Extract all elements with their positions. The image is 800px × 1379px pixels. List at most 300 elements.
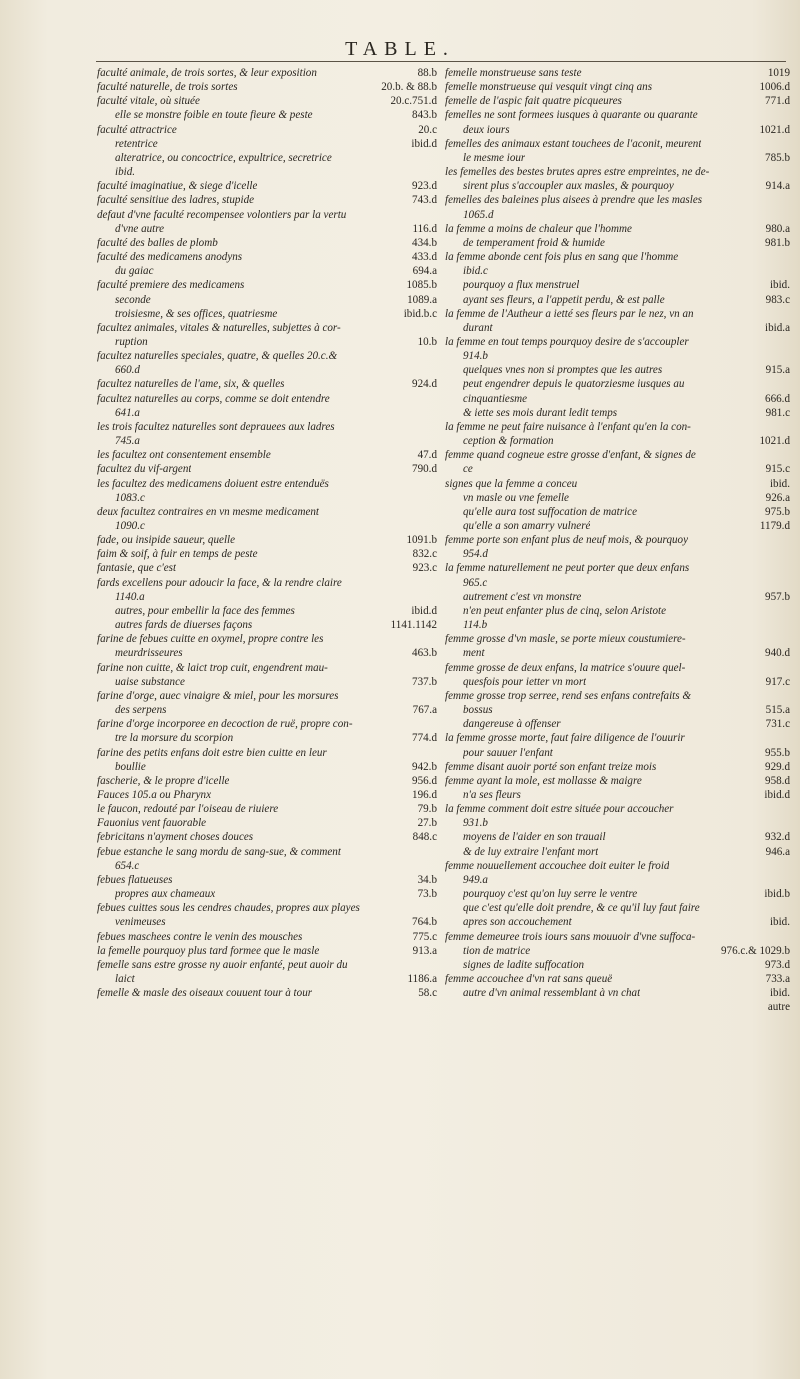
index-entry bbox=[445, 505, 790, 519]
index-entry bbox=[445, 477, 790, 491]
entry-text: 641.a bbox=[115, 406, 140, 419]
index-entry bbox=[445, 392, 790, 406]
entry-text: farine des petits enfans doit estre bien cuitte en leur bbox=[97, 746, 327, 759]
entry-reference: ibid.d bbox=[411, 604, 437, 617]
entry-text: qu'elle aura tost suffocation de matrice bbox=[463, 505, 637, 518]
entry-text: fantasie, que c'est bbox=[97, 562, 177, 575]
entry-reference: 1085.b bbox=[406, 279, 437, 292]
index-entry bbox=[97, 392, 437, 406]
entry-text: faculté sensitiue des ladres, stupide bbox=[97, 194, 255, 207]
entry-text: femme porte son enfant plus de neuf mois, & pourquoy bbox=[445, 534, 689, 547]
entry-text: deux iours bbox=[463, 123, 510, 136]
entry-reference: 20.c.751.d bbox=[390, 95, 437, 108]
entry-reference: 20.b. & 88.b bbox=[381, 81, 437, 94]
index-entry bbox=[445, 434, 790, 448]
index-entry bbox=[97, 377, 437, 391]
index-entry bbox=[97, 293, 437, 307]
entry-text: la femme naturellement ne peut porter que deux enfans bbox=[445, 562, 690, 575]
entry-reference: 774.d bbox=[412, 732, 437, 745]
entry-text: moyens de l'aider en son trauail bbox=[463, 831, 606, 844]
entry-text: 660.d bbox=[115, 364, 140, 377]
index-entry bbox=[97, 830, 437, 844]
entry-text: meurdrisseures bbox=[115, 647, 183, 660]
index-entry bbox=[97, 760, 437, 774]
entry-text: 931.b bbox=[463, 817, 488, 830]
index-entry bbox=[445, 887, 790, 901]
index-entry bbox=[445, 94, 790, 108]
index-entry bbox=[97, 335, 437, 349]
index-entry bbox=[97, 222, 437, 236]
entry-text: farine non cuitte, & laict trop cuit, engendrent mau- bbox=[97, 661, 328, 674]
entry-text: femme grosse d'vn masle, se porte mieux coustumiere- bbox=[445, 633, 686, 646]
index-entry bbox=[445, 137, 790, 151]
index-entry bbox=[445, 774, 790, 788]
entry-text: la femelle pourquoy plus tard formee que le masle bbox=[97, 944, 320, 957]
index-entry bbox=[445, 377, 790, 391]
index-entry bbox=[97, 193, 437, 207]
entry-reference: 764.b bbox=[412, 916, 437, 929]
entry-text: les facultez ont consentement ensemble bbox=[97, 449, 271, 462]
entry-reference: 915.a bbox=[765, 364, 790, 377]
entry-text: les facultez des medicamens doiuent estre entenduës bbox=[97, 477, 329, 490]
entry-text: n'a ses fleurs bbox=[463, 788, 521, 801]
index-entry bbox=[445, 335, 790, 349]
entry-text: du gaiac bbox=[115, 265, 154, 278]
index-entry bbox=[97, 590, 437, 604]
entry-text: 1065.d bbox=[463, 208, 494, 221]
entry-reference: 34.b bbox=[417, 873, 437, 886]
entry-text: femelles des baleines plus aisees à prendre que les masles bbox=[445, 194, 703, 207]
index-entry bbox=[445, 349, 790, 363]
entry-text: fade, ou insipide saueur, quelle bbox=[97, 534, 236, 547]
index-entry bbox=[97, 434, 437, 448]
page-header: TABLE. bbox=[345, 38, 455, 60]
entry-text: facultez du vif-argent bbox=[97, 463, 192, 476]
index-entry bbox=[445, 151, 790, 165]
entry-reference: ibid.b bbox=[764, 888, 790, 901]
left-column bbox=[97, 66, 437, 1000]
entry-text: femme grosse trop serree, rend ses enfans contrefaits & bbox=[445, 689, 691, 702]
entry-reference: 737.b bbox=[412, 675, 437, 688]
index-entry bbox=[445, 760, 790, 774]
index-entry bbox=[97, 505, 437, 519]
index-entry bbox=[445, 689, 790, 703]
entry-text: retentrice bbox=[115, 137, 158, 150]
index-entry bbox=[445, 972, 790, 986]
index-entry bbox=[97, 208, 437, 222]
index-entry bbox=[445, 703, 790, 717]
entry-reference: ibid.b.c bbox=[403, 307, 437, 320]
index-entry bbox=[97, 179, 437, 193]
entry-reference: ibid. bbox=[769, 987, 790, 1000]
entry-text: faculté imaginatiue, & siege d'icelle bbox=[97, 180, 258, 193]
entry-text: femme grosse de deux enfans, la matrice s'ouure quel- bbox=[445, 661, 686, 674]
entry-text: faim & soif, à fuir en temps de peste bbox=[97, 548, 258, 561]
entry-text: pourquoy a flux menstruel bbox=[463, 279, 580, 292]
entry-text: la femme de l'Autheur a ietté ses fleurs par le nez, vn an bbox=[445, 307, 694, 320]
entry-reference: 666.d bbox=[765, 392, 790, 405]
index-entry bbox=[97, 618, 437, 632]
entry-text: 965.c bbox=[463, 576, 488, 589]
entry-text: femelle monstrueuse qui vesquit vingt cinq ans bbox=[445, 81, 653, 94]
index-entry bbox=[97, 165, 437, 179]
entry-reference: ibid. bbox=[769, 279, 790, 292]
entry-reference: 975.b bbox=[765, 505, 790, 518]
index-entry bbox=[445, 901, 790, 915]
entry-text: ment bbox=[463, 647, 485, 660]
entry-text: d'vne autre bbox=[115, 222, 165, 235]
entry-reference: ibid.d bbox=[764, 788, 790, 801]
index-entry bbox=[445, 179, 790, 193]
entry-text: elle se monstre foible en toute fieure & peste bbox=[115, 109, 313, 122]
entry-text: farine d'orge, auec vinaigre & miel, pour les morsures bbox=[97, 689, 339, 702]
index-entry bbox=[97, 236, 437, 250]
index-entry bbox=[97, 66, 437, 80]
index-entry bbox=[445, 618, 790, 632]
entry-text: facultez naturelles speciales, quatre, & quelles 20.c.& bbox=[97, 350, 338, 363]
entry-text: alteratrice, ou concoctrice, expultrice, secretrice bbox=[115, 151, 332, 164]
entry-text: farine d'orge incorporee en decoction de ruë, propre con- bbox=[97, 718, 353, 731]
entry-text: pour sauuer l'enfant bbox=[463, 746, 553, 759]
entry-text: durant bbox=[463, 321, 493, 334]
entry-reference: 733.a bbox=[765, 973, 790, 985]
index-entry bbox=[97, 321, 437, 335]
index-entry bbox=[445, 816, 790, 830]
entry-text: quelques vnes non si promptes que les autres bbox=[463, 364, 663, 377]
entry-text: Fauonius vent fauorable bbox=[97, 817, 207, 830]
entry-reference: 1019 bbox=[767, 67, 790, 79]
entry-text: la femme en tout temps pourquoy desire de s'accoupler bbox=[445, 335, 689, 348]
entry-text: quesfois pour ietter vn mort bbox=[463, 675, 587, 688]
entry-reference: 515.a bbox=[765, 704, 790, 717]
entry-reference: 694.a bbox=[412, 265, 437, 278]
entry-text: 954.d bbox=[463, 548, 488, 561]
entry-reference: 785.b bbox=[765, 151, 790, 164]
entry-text: 745.a bbox=[115, 435, 140, 448]
entry-reference: 790.d bbox=[412, 463, 437, 476]
index-entry bbox=[97, 604, 437, 618]
index-entry bbox=[97, 859, 437, 873]
entry-text: 114.b bbox=[463, 619, 488, 632]
entry-reference: 923.d bbox=[412, 180, 437, 193]
index-entry bbox=[97, 958, 437, 972]
entry-text: le faucon, redouté par l'oiseau de riuiere bbox=[97, 803, 279, 816]
entry-text: 1083.c bbox=[115, 491, 145, 504]
index-entry bbox=[445, 519, 790, 533]
index-entry bbox=[445, 590, 790, 604]
entry-text: venimeuses bbox=[115, 916, 166, 929]
index-entry bbox=[97, 420, 437, 434]
index-entry bbox=[97, 930, 437, 944]
entry-reference: 914.a bbox=[765, 180, 790, 193]
entry-reference: 956.d bbox=[412, 774, 437, 787]
index-entry bbox=[445, 236, 790, 250]
entry-text: facultez animales, vitales & naturelles, subjettes à cor- bbox=[97, 321, 341, 334]
entry-reference: 832.c bbox=[412, 548, 437, 561]
entry-reference: 980.a bbox=[765, 222, 790, 235]
index-entry bbox=[445, 731, 790, 745]
entry-text: laict bbox=[115, 973, 135, 985]
index-entry bbox=[97, 689, 437, 703]
index-entry bbox=[445, 944, 790, 958]
entry-text: & de luy extraire l'enfant mort bbox=[463, 845, 599, 858]
entry-text: signes de ladite suffocation bbox=[463, 958, 585, 971]
index-entry bbox=[97, 137, 437, 151]
index-entry bbox=[97, 972, 437, 986]
index-entry bbox=[97, 547, 437, 561]
entry-text: 1140.a bbox=[115, 590, 145, 603]
index-entry bbox=[445, 293, 790, 307]
entry-reference: 1179.d bbox=[759, 520, 790, 532]
index-entry bbox=[97, 845, 437, 859]
entry-text: Fauces 105.a ou Pharynx bbox=[97, 788, 211, 801]
right-column bbox=[445, 66, 790, 1014]
index-entry bbox=[445, 321, 790, 335]
entry-reference: 957.b bbox=[765, 590, 790, 603]
entry-text: farine de febues cuitte en oxymel, propre contre les bbox=[97, 633, 324, 646]
index-entry bbox=[97, 250, 437, 264]
index-entry bbox=[97, 406, 437, 420]
entry-reference: 929.d bbox=[765, 760, 790, 773]
entry-text: la femme grosse morte, faut faire diligence de l'ouurir bbox=[445, 732, 685, 745]
index-entry bbox=[445, 533, 790, 547]
header-rule bbox=[96, 61, 786, 62]
index-entry bbox=[97, 703, 437, 717]
index-entry bbox=[97, 307, 437, 321]
entry-reference: 196.d bbox=[412, 788, 437, 801]
index-entry bbox=[97, 717, 437, 731]
index-entry bbox=[97, 94, 437, 108]
entry-text: vn masle ou vne femelle bbox=[463, 491, 569, 504]
entry-reference: 1089.a bbox=[407, 293, 437, 306]
entry-reference: 47.d bbox=[417, 449, 437, 462]
index-entry bbox=[445, 561, 790, 575]
index-entry bbox=[445, 930, 790, 944]
entry-text: femme disant auoir porté son enfant treize mois bbox=[445, 760, 657, 773]
entry-reference: 27.b bbox=[417, 817, 437, 830]
entry-reference: 981.b bbox=[765, 236, 790, 249]
index-entry bbox=[445, 406, 790, 420]
entry-reference: 932.d bbox=[765, 831, 790, 844]
entry-text: cinquantiesme bbox=[463, 392, 528, 405]
entry-text: la femme ne peut faire nuisance à l'enfant qu'en la con- bbox=[445, 420, 691, 433]
index-entry bbox=[97, 731, 437, 745]
entry-reference: 1006.d bbox=[759, 81, 790, 94]
entry-reference: 79.b bbox=[417, 803, 437, 816]
index-entry bbox=[445, 661, 790, 675]
index-entry bbox=[445, 604, 790, 618]
index-entry bbox=[445, 66, 790, 80]
entry-text: femme demeuree trois iours sans mouuoir d'vne suffoca- bbox=[445, 930, 696, 943]
entry-text: ibid. bbox=[115, 166, 136, 179]
index-entry bbox=[97, 264, 437, 278]
index-entry bbox=[445, 873, 790, 887]
entry-text: autrement c'est vn monstre bbox=[463, 590, 582, 603]
entry-reference: 958.d bbox=[765, 774, 790, 787]
entry-text: 654.c bbox=[115, 859, 140, 872]
entry-text: les trois facultez naturelles sont deprauees aux ladres bbox=[97, 420, 335, 433]
entry-text: boullie bbox=[115, 760, 146, 773]
entry-reference: 1021.d bbox=[759, 123, 790, 136]
entry-text: fards excellens pour adoucir la face, & la rendre claire bbox=[97, 576, 342, 589]
index-entry bbox=[445, 462, 790, 476]
entry-text: les femelles des bestes brutes apres estre empreintes, ne de- bbox=[445, 166, 710, 179]
entry-text: 914.b bbox=[463, 350, 488, 363]
index-entry bbox=[97, 915, 437, 929]
entry-text: qu'elle a son amarry vulneré bbox=[463, 520, 591, 532]
entry-reference: 88.b bbox=[417, 67, 437, 79]
entry-reference: 434.b bbox=[412, 236, 437, 249]
entry-text: propres aux chameaux bbox=[115, 888, 216, 901]
index-entry bbox=[445, 363, 790, 377]
index-entry bbox=[445, 193, 790, 207]
index-entry bbox=[97, 123, 437, 137]
entry-reference: ibid.d bbox=[411, 137, 437, 150]
entry-text: des serpens bbox=[115, 704, 167, 717]
entry-text: autres fards de diuerses façons bbox=[115, 619, 253, 632]
entry-text: faculté premiere des medicamens bbox=[97, 279, 245, 292]
entry-reference: 926.a bbox=[765, 491, 790, 504]
index-entry bbox=[445, 845, 790, 859]
entry-reference: 767.a bbox=[412, 704, 437, 717]
index-entry bbox=[97, 278, 437, 292]
entry-reference: 58.c bbox=[418, 987, 437, 1000]
entry-text: & iette ses mois durant ledit temps bbox=[463, 406, 618, 419]
index-entry bbox=[97, 774, 437, 788]
index-entry bbox=[97, 561, 437, 575]
index-entry bbox=[97, 675, 437, 689]
entry-text: febues cuittes sous les cendres chaudes, propres aux playes bbox=[97, 902, 360, 915]
index-entry bbox=[445, 165, 790, 179]
entry-text: fascherie, & le propre d'icelle bbox=[97, 774, 230, 787]
entry-text: pourquoy c'est qu'on luy serre le ventre bbox=[463, 888, 638, 901]
entry-text: febues maschees contre le venin des mousches bbox=[97, 930, 303, 943]
index-entry bbox=[97, 901, 437, 915]
entry-text: la femme a moins de chaleur que l'homme bbox=[445, 222, 632, 235]
entry-text: faculté attractrice bbox=[97, 123, 177, 136]
index-entry bbox=[97, 802, 437, 816]
entry-text: femme quand cogneue estre grosse d'enfant, & signes de bbox=[445, 449, 696, 462]
index-entry bbox=[445, 986, 790, 1000]
entry-reference: 1091.b bbox=[406, 534, 437, 547]
entry-reference: 1186.a bbox=[407, 973, 437, 985]
index-entry bbox=[445, 307, 790, 321]
entry-text: faculté vitale, où située bbox=[97, 95, 200, 108]
index-entry bbox=[445, 802, 790, 816]
index-entry bbox=[97, 816, 437, 830]
entry-text: tion de matrice bbox=[463, 944, 531, 957]
index-entry bbox=[445, 420, 790, 434]
index-entry bbox=[97, 533, 437, 547]
entry-reference: 743.d bbox=[412, 194, 437, 207]
entry-reference: 942.b bbox=[412, 760, 437, 773]
entry-text: femme accouchee d'vn rat sans queuë bbox=[445, 973, 613, 985]
entry-text: apres son accouchement bbox=[463, 916, 572, 929]
entry-reference: 915.c bbox=[765, 463, 790, 476]
entry-text: femelle monstrueuse sans teste bbox=[445, 67, 582, 79]
index-entry bbox=[97, 349, 437, 363]
index-entry bbox=[445, 646, 790, 660]
entry-text: femelle sans estre grosse ny auoir enfanté, peut auoir du bbox=[97, 958, 348, 971]
index-entry bbox=[445, 958, 790, 972]
entry-reference: autre bbox=[767, 1001, 790, 1014]
index-entry bbox=[97, 491, 437, 505]
index-entry bbox=[445, 448, 790, 462]
entry-reference: 20.c bbox=[418, 123, 437, 136]
entry-text: faculté des medicamens anodyns bbox=[97, 251, 243, 264]
index-entry bbox=[445, 80, 790, 94]
index-entry bbox=[445, 222, 790, 236]
entry-reference: ibid. bbox=[769, 477, 790, 490]
entry-reference: 976.c.& 1029.b bbox=[720, 944, 790, 957]
index-entry bbox=[97, 986, 437, 1000]
index-entry bbox=[97, 477, 437, 491]
entry-reference: 983.c bbox=[765, 293, 790, 306]
index-entry bbox=[445, 208, 790, 222]
entry-text: femelles des animaux estant touchees de l'aconit, meurent bbox=[445, 137, 702, 150]
entry-reference: 771.d bbox=[765, 95, 790, 108]
entry-text: dangereuse à offenser bbox=[463, 718, 561, 731]
index-entry bbox=[445, 123, 790, 137]
index-entry bbox=[97, 632, 437, 646]
index-entry bbox=[445, 264, 790, 278]
entry-text: femelle de l'aspic fait quatre picqueures bbox=[445, 95, 622, 108]
index-entry bbox=[445, 788, 790, 802]
index-entry bbox=[97, 80, 437, 94]
entry-text: seconde bbox=[115, 293, 151, 306]
entry-text: bossus bbox=[463, 704, 493, 717]
index-entry bbox=[445, 915, 790, 929]
index-entry bbox=[97, 363, 437, 377]
entry-text: febue estanche le sang mordu de sang-sue, & comment bbox=[97, 845, 341, 858]
entry-text: faculté animale, de trois sortes, & leur exposition bbox=[97, 67, 317, 79]
entry-text: n'en peut enfanter plus de cinq, selon Aristote bbox=[463, 604, 667, 617]
entry-reference: ibid. bbox=[769, 916, 790, 929]
index-entry bbox=[97, 519, 437, 533]
entry-text: la femme comment doit estre située pour accoucher bbox=[445, 803, 674, 816]
entry-text: autre d'vn animal ressemblant à vn chat bbox=[463, 987, 641, 1000]
entry-text: facultez naturelles de l'ame, six, & quelles bbox=[97, 378, 285, 391]
entry-reference: 73.b bbox=[417, 888, 437, 901]
entry-reference: 940.d bbox=[765, 647, 790, 660]
index-entry bbox=[445, 717, 790, 731]
index-entry bbox=[97, 944, 437, 958]
entry-text: femme ayant la mole, est mollasse & maigre bbox=[445, 774, 642, 787]
entry-text: ibid.c bbox=[463, 265, 488, 278]
entry-text: la femme abonde cent fois plus en sang que l'homme bbox=[445, 251, 679, 264]
entry-reference: 10.b bbox=[417, 335, 437, 348]
entry-text: ayant ses fleurs, a l'appetit perdu, & est palle bbox=[463, 293, 665, 306]
index-entry bbox=[445, 859, 790, 873]
entry-text: le mesme iour bbox=[463, 151, 526, 164]
entry-text: femelles ne sont formees iusques à quarante ou quarante bbox=[445, 109, 698, 122]
entry-reference: 924.d bbox=[412, 378, 437, 391]
entry-reference: 433.d bbox=[412, 251, 437, 264]
entry-text: faculté naturelle, de trois sortes bbox=[97, 81, 238, 94]
index-entry bbox=[445, 491, 790, 505]
entry-reference: 981.c bbox=[765, 406, 790, 419]
entry-text: autres, pour embellir la face des femmes bbox=[115, 604, 295, 617]
entry-text: 1090.c bbox=[115, 520, 145, 532]
entry-text: que c'est qu'elle doit prendre, & ce qu'il luy faut faire bbox=[463, 902, 700, 915]
index-entry bbox=[445, 250, 790, 264]
index-entry bbox=[97, 576, 437, 590]
index-entry bbox=[445, 108, 790, 122]
entry-text: sirent plus s'accoupler aux masles, & pourquoy bbox=[463, 180, 674, 193]
entry-text: 949.a bbox=[463, 873, 488, 886]
entry-text: facultez naturelles au corps, comme se doit entendre bbox=[97, 392, 330, 405]
entry-reference: 923.c bbox=[412, 562, 437, 575]
